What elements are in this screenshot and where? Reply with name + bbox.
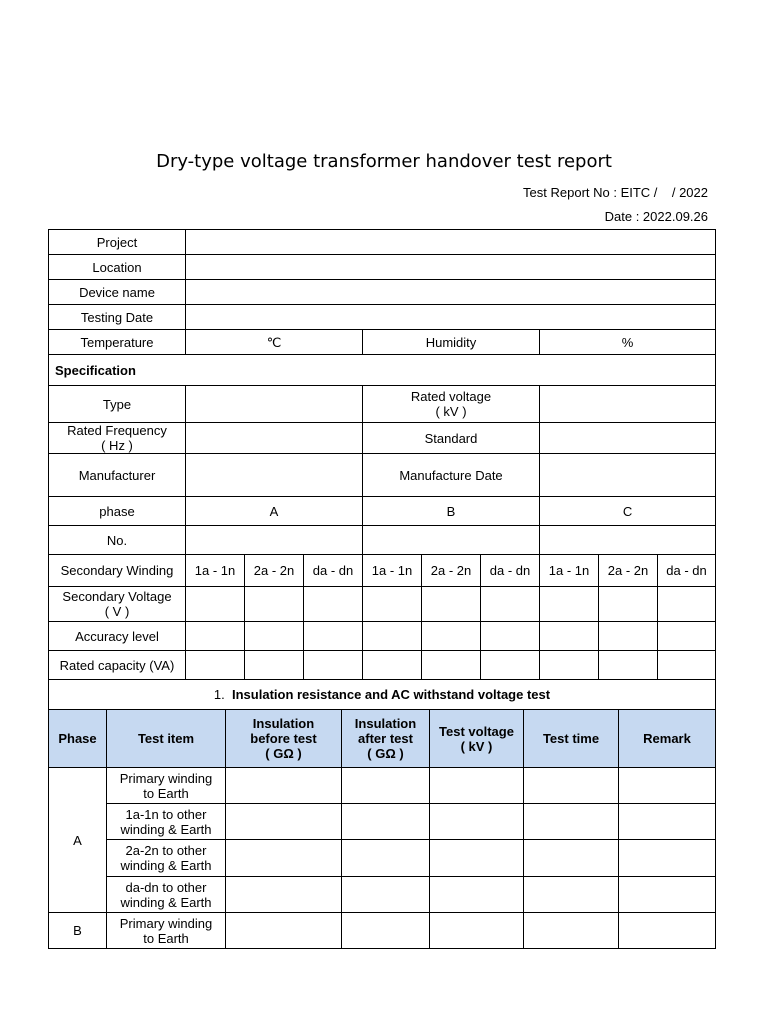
result-cell[interactable] bbox=[524, 768, 619, 804]
secondary-voltage-cell[interactable] bbox=[245, 587, 304, 622]
capacity-cell[interactable] bbox=[658, 651, 716, 680]
phase-b-label: B bbox=[363, 497, 540, 526]
result-cell[interactable] bbox=[226, 768, 342, 804]
result-cell[interactable] bbox=[430, 840, 524, 877]
header-insulation-after bbox=[342, 710, 430, 768]
report-number: Test Report No : EITC / / 2022 bbox=[523, 185, 708, 200]
test-item-text: Primary winding to Earth bbox=[119, 770, 213, 801]
result-cell[interactable] bbox=[524, 913, 619, 949]
header-test-voltage-unit: ( kV ) bbox=[460, 738, 493, 754]
winding-cell: 1a - 1n bbox=[540, 555, 599, 587]
secondary-voltage-cell[interactable] bbox=[186, 587, 245, 622]
accuracy-cell[interactable] bbox=[540, 622, 599, 651]
accuracy-cell[interactable] bbox=[599, 622, 658, 651]
insulation-test-table bbox=[48, 709, 716, 949]
secondary-voltage-cell[interactable] bbox=[481, 587, 540, 622]
secondary-voltage-unit: ( V ) bbox=[104, 604, 130, 619]
test-item bbox=[107, 840, 226, 877]
standard-label: Standard bbox=[363, 423, 540, 454]
result-cell[interactable] bbox=[619, 840, 716, 877]
test-item-text: Primary winding to Earth bbox=[119, 915, 213, 946]
result-cell[interactable] bbox=[619, 877, 716, 913]
header-test-time: Test time bbox=[524, 710, 619, 768]
section-1-title: Insulation resistance and AC withstand voltage test bbox=[232, 687, 551, 702]
device-name-value[interactable] bbox=[186, 280, 716, 305]
rated-frequency-unit: ( Hz ) bbox=[101, 438, 133, 453]
capacity-cell[interactable] bbox=[304, 651, 363, 680]
location-label: Location bbox=[49, 255, 186, 280]
accuracy-cell[interactable] bbox=[186, 622, 245, 651]
winding-cell: da - dn bbox=[304, 555, 363, 587]
capacity-cell[interactable] bbox=[186, 651, 245, 680]
header-test-voltage bbox=[430, 710, 524, 768]
serial-no-c[interactable] bbox=[540, 526, 716, 555]
winding-cell: 1a - 1n bbox=[186, 555, 245, 587]
type-label: Type bbox=[49, 386, 186, 423]
serial-no-a[interactable] bbox=[186, 526, 363, 555]
test-item bbox=[107, 768, 226, 804]
test-item-text: 1a-1n to other winding & Earth bbox=[120, 806, 212, 837]
manufacture-date-value[interactable] bbox=[540, 454, 716, 497]
rated-frequency-text: Rated Frequency bbox=[67, 423, 167, 438]
accuracy-level-label: Accuracy level bbox=[49, 622, 186, 651]
rated-voltage-label bbox=[363, 386, 540, 423]
phase-a-cell: A bbox=[49, 768, 107, 913]
secondary-voltage-cell[interactable] bbox=[599, 587, 658, 622]
test-item bbox=[107, 804, 226, 840]
accuracy-cell[interactable] bbox=[304, 622, 363, 651]
accuracy-cell[interactable] bbox=[363, 622, 422, 651]
result-cell[interactable] bbox=[226, 913, 342, 949]
result-cell[interactable] bbox=[342, 877, 430, 913]
result-cell[interactable] bbox=[226, 840, 342, 877]
result-cell[interactable] bbox=[524, 877, 619, 913]
type-value[interactable] bbox=[186, 386, 363, 423]
rated-frequency-label bbox=[49, 423, 186, 454]
device-name-label: Device name bbox=[49, 280, 186, 305]
header-insulation-before bbox=[226, 710, 342, 768]
rated-voltage-text: Rated voltage bbox=[410, 389, 492, 404]
result-cell[interactable] bbox=[430, 913, 524, 949]
serial-no-label: No. bbox=[49, 526, 186, 555]
standard-value[interactable] bbox=[540, 423, 716, 454]
rated-voltage-value[interactable] bbox=[540, 386, 716, 423]
header-remark: Remark bbox=[619, 710, 716, 768]
result-cell[interactable] bbox=[430, 804, 524, 840]
result-cell[interactable] bbox=[524, 840, 619, 877]
test-item bbox=[107, 877, 226, 913]
specification-heading: Specification bbox=[49, 355, 716, 386]
header-insulation-after-unit: ( GΩ ) bbox=[367, 746, 404, 761]
secondary-voltage-cell[interactable] bbox=[304, 587, 363, 622]
testing-date-label: Testing Date bbox=[49, 305, 186, 330]
location-value[interactable] bbox=[186, 255, 716, 280]
result-cell[interactable] bbox=[342, 804, 430, 840]
document-title: Dry-type voltage transformer handover test report bbox=[156, 151, 612, 172]
result-cell[interactable] bbox=[524, 804, 619, 840]
secondary-voltage-cell[interactable] bbox=[422, 587, 481, 622]
secondary-voltage-cell[interactable] bbox=[658, 587, 716, 622]
capacity-cell[interactable] bbox=[363, 651, 422, 680]
accuracy-cell[interactable] bbox=[422, 622, 481, 651]
phase-a-label: A bbox=[186, 497, 363, 526]
phase-c-label: C bbox=[540, 497, 716, 526]
humidity-label: Humidity bbox=[363, 330, 540, 355]
rated-voltage-unit: ( kV ) bbox=[435, 404, 467, 419]
capacity-cell[interactable] bbox=[540, 651, 599, 680]
winding-cell: da - dn bbox=[658, 555, 716, 587]
winding-cell: 2a - 2n bbox=[599, 555, 658, 587]
capacity-cell[interactable] bbox=[599, 651, 658, 680]
accuracy-cell[interactable] bbox=[481, 622, 540, 651]
result-cell[interactable] bbox=[342, 768, 430, 804]
secondary-voltage-label bbox=[49, 587, 186, 622]
temperature-label: Temperature bbox=[49, 330, 186, 355]
result-cell[interactable] bbox=[342, 913, 430, 949]
result-cell[interactable] bbox=[619, 768, 716, 804]
specification-table bbox=[48, 229, 716, 710]
result-cell[interactable] bbox=[342, 840, 430, 877]
header-phase: Phase bbox=[49, 710, 107, 768]
header-insulation-after-text: Insulation after test bbox=[354, 716, 417, 746]
secondary-voltage-cell[interactable] bbox=[540, 587, 599, 622]
testing-date-value[interactable] bbox=[186, 305, 716, 330]
result-cell[interactable] bbox=[430, 877, 524, 913]
secondary-voltage-cell[interactable] bbox=[363, 587, 422, 622]
header-test-voltage-text: Test voltage bbox=[439, 723, 514, 739]
winding-cell: 1a - 1n bbox=[363, 555, 422, 587]
header-insulation-before-unit: ( GΩ ) bbox=[265, 746, 302, 761]
rated-capacity-label: Rated capacity (VA) bbox=[49, 651, 186, 680]
serial-no-b[interactable] bbox=[363, 526, 540, 555]
project-value[interactable] bbox=[186, 230, 716, 255]
accuracy-cell[interactable] bbox=[658, 622, 716, 651]
section-1-heading bbox=[49, 680, 716, 710]
rated-frequency-value[interactable] bbox=[186, 423, 363, 454]
test-item-text: da-dn to other winding & Earth bbox=[120, 879, 212, 910]
result-cell[interactable] bbox=[619, 804, 716, 840]
secondary-winding-label: Secondary Winding bbox=[49, 555, 186, 587]
phase-b-cell: B bbox=[49, 913, 107, 949]
humidity-unit[interactable]: % bbox=[540, 330, 716, 355]
project-label: Project bbox=[49, 230, 186, 255]
accuracy-cell[interactable] bbox=[245, 622, 304, 651]
capacity-cell[interactable] bbox=[422, 651, 481, 680]
manufacture-date-label: Manufacture Date bbox=[363, 454, 540, 497]
manufacturer-label: Manufacturer bbox=[49, 454, 186, 497]
result-cell[interactable] bbox=[430, 768, 524, 804]
test-item bbox=[107, 913, 226, 949]
manufacturer-value[interactable] bbox=[186, 454, 363, 497]
temperature-unit[interactable]: ℃ bbox=[186, 330, 363, 355]
section-1-number: 1. bbox=[213, 687, 225, 702]
result-cell[interactable] bbox=[226, 877, 342, 913]
header-insulation-before-text: Insulation before test bbox=[250, 716, 317, 746]
header-test-item: Test item bbox=[107, 710, 226, 768]
winding-cell: 2a - 2n bbox=[422, 555, 481, 587]
test-item-text: 2a-2n to other winding & Earth bbox=[120, 843, 212, 873]
winding-cell: 2a - 2n bbox=[245, 555, 304, 587]
capacity-cell[interactable] bbox=[245, 651, 304, 680]
result-cell[interactable] bbox=[226, 804, 342, 840]
winding-cell: da - dn bbox=[481, 555, 540, 587]
phase-label: phase bbox=[49, 497, 186, 526]
result-cell[interactable] bbox=[619, 913, 716, 949]
capacity-cell[interactable] bbox=[481, 651, 540, 680]
report-date: Date : 2022.09.26 bbox=[604, 209, 708, 224]
secondary-voltage-text: Secondary Voltage bbox=[62, 589, 172, 604]
